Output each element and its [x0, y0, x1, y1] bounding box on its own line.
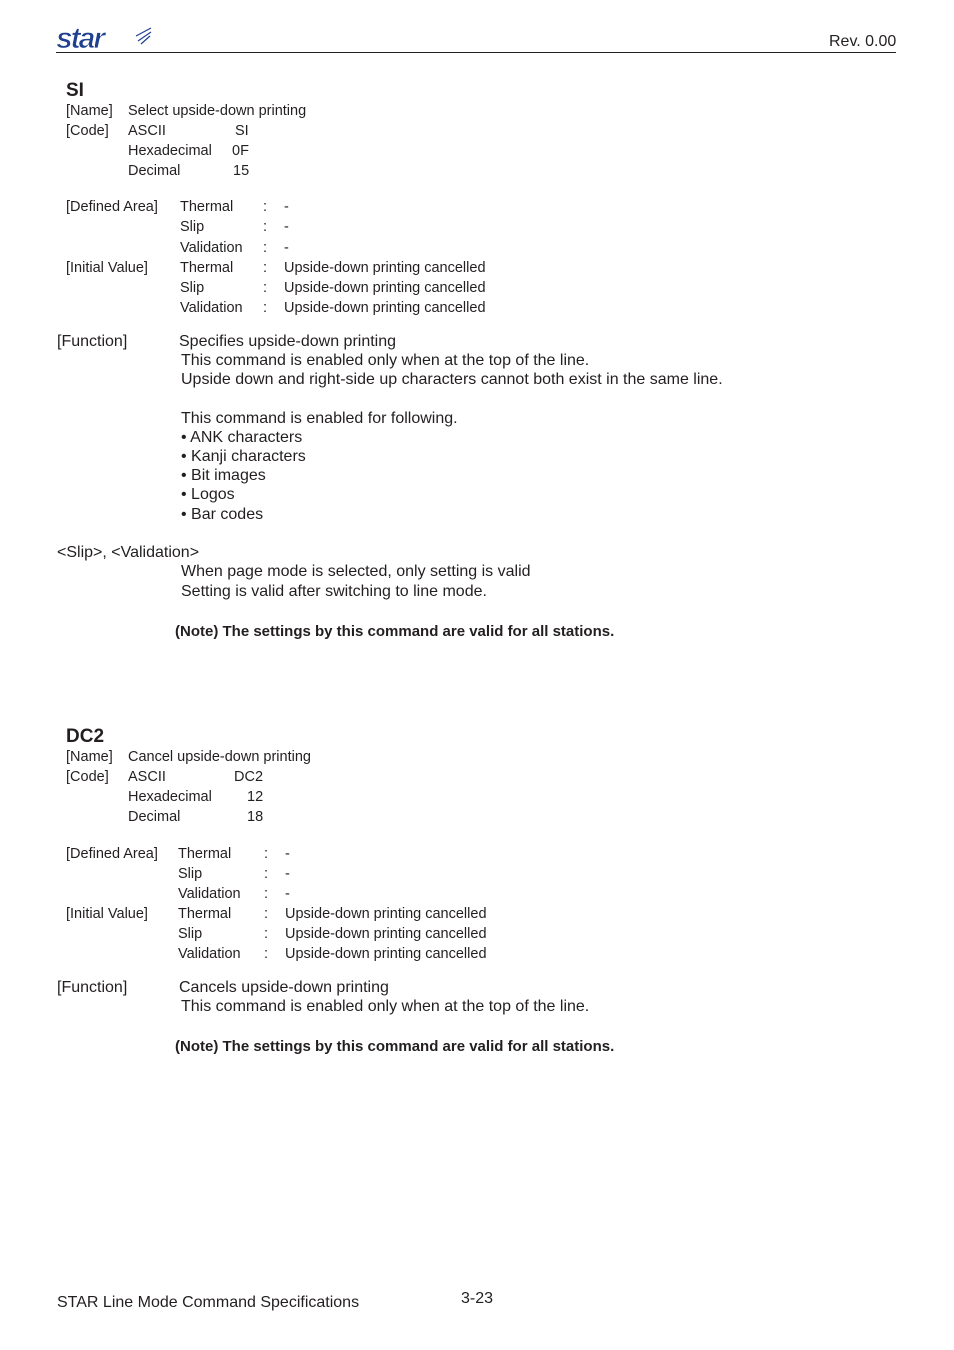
si-enabled-item-bar-codes: • Bar codes	[181, 506, 264, 523]
si-enabled-item-logos: • Logos	[181, 486, 235, 503]
dc2-function-line-1: Cancels upside-down printing	[179, 979, 389, 996]
header-rule	[56, 52, 896, 53]
si-initial-thermal-value: Upside-down printing cancelled	[284, 260, 486, 276]
si-defined-thermal: Thermal	[180, 199, 234, 215]
dc2-defined-colon-2: :	[264, 866, 269, 882]
revision-label: Rev. 0.00	[829, 33, 897, 50]
dc2-name-value: Cancel upside-down printing	[128, 749, 311, 765]
dc2-code-label: [Code]	[66, 769, 109, 785]
dc2-defined-thermal-value: -	[285, 846, 290, 862]
si-code-ascii-label: ASCII	[128, 123, 166, 139]
si-enabled-item-kanji: • Kanji characters	[181, 448, 306, 465]
si-defined-colon-3: :	[263, 240, 268, 256]
si-code-ascii-value: SI	[235, 123, 249, 139]
dc2-code-ascii-value: DC2	[234, 769, 264, 785]
si-initial-value-label: [Initial Value]	[66, 260, 148, 276]
si-code-label: [Code]	[66, 123, 109, 139]
si-defined-validation: Validation	[180, 240, 243, 256]
si-defined-area-label: [Defined Area]	[66, 199, 158, 215]
si-defined-slip: Slip	[180, 219, 205, 235]
si-code-hex-value: 0F	[232, 143, 249, 159]
logo-wordmark: star	[56, 24, 104, 52]
dc2-initial-slip: Slip	[178, 926, 203, 942]
si-defined-colon-1: :	[263, 199, 268, 215]
si-initial-validation-value: Upside-down printing cancelled	[284, 300, 486, 316]
si-note: (Note) The settings by this command are valid for all stations.	[175, 623, 615, 640]
dc2-initial-thermal: Thermal	[178, 906, 232, 922]
dc2-title: DC2	[66, 726, 105, 747]
si-initial-slip: Slip	[180, 280, 205, 296]
footer-page-number: 3-23	[461, 1290, 494, 1307]
si-function-line-2: This command is enabled only when at the top of the line.	[181, 352, 590, 369]
si-initial-colon-3: :	[263, 300, 268, 316]
dc2-defined-slip-value: -	[285, 866, 290, 882]
si-slip-validation-line-2: Setting is valid after switching to line mode.	[181, 583, 487, 600]
dc2-initial-validation: Validation	[178, 946, 241, 962]
si-slip-validation-line-1: When page mode is selected, only setting is valid	[181, 563, 531, 580]
si-defined-slip-value: -	[284, 219, 289, 235]
si-title: SI	[66, 80, 84, 101]
si-slip-validation-label: <Slip>, <Validation>	[57, 544, 200, 561]
si-initial-colon-2: :	[263, 280, 268, 296]
si-code-dec-value: 15	[233, 163, 250, 179]
dc2-code-hex-label: Hexadecimal	[128, 789, 212, 805]
dc2-initial-value-label: [Initial Value]	[66, 906, 148, 922]
si-initial-slip-value: Upside-down printing cancelled	[284, 280, 486, 296]
dc2-defined-area-label: [Defined Area]	[66, 846, 158, 862]
si-defined-thermal-value: -	[284, 199, 289, 215]
dc2-initial-thermal-value: Upside-down printing cancelled	[285, 906, 487, 922]
logo-swoosh-icon	[136, 28, 151, 44]
dc2-initial-colon-2: :	[264, 926, 269, 942]
si-enabled-item-ank: • ANK characters	[181, 429, 303, 446]
dc2-initial-slip-value: Upside-down printing cancelled	[285, 926, 487, 942]
dc2-note: (Note) The settings by this command are valid for all stations.	[175, 1038, 615, 1055]
dc2-initial-colon-1: :	[264, 906, 269, 922]
dc2-defined-colon-1: :	[264, 846, 269, 862]
dc2-defined-slip: Slip	[178, 866, 203, 882]
si-name-label: [Name]	[66, 103, 113, 119]
si-function-line-1: Specifies upside-down printing	[179, 333, 397, 350]
dc2-code-hex-value: 12	[247, 789, 264, 805]
si-code-dec-label: Decimal	[128, 163, 181, 179]
si-name-value: Select upside-down printing	[128, 103, 307, 119]
si-function-line-4: This command is enabled for following.	[181, 410, 458, 427]
dc2-function-line-2: This command is enabled only when at the top of the line.	[181, 998, 590, 1015]
si-initial-validation: Validation	[180, 300, 243, 316]
dc2-defined-validation-value: -	[285, 886, 290, 902]
dc2-initial-validation-value: Upside-down printing cancelled	[285, 946, 487, 962]
dc2-defined-thermal: Thermal	[178, 846, 232, 862]
footer-doc-title: STAR Line Mode Command Specifications	[57, 1294, 360, 1311]
star-logo	[56, 24, 152, 52]
si-defined-validation-value: -	[284, 240, 289, 256]
si-initial-colon-1: :	[263, 260, 268, 276]
dc2-function-label: [Function]	[57, 979, 128, 996]
dc2-code-ascii-label: ASCII	[128, 769, 166, 785]
si-enabled-item-bit-images: • Bit images	[181, 467, 266, 484]
dc2-name-label: [Name]	[66, 749, 113, 765]
si-function-line-3: Upside down and right-side up characters cannot both exist in the same line.	[181, 371, 723, 388]
dc2-code-dec-label: Decimal	[128, 809, 181, 825]
dc2-defined-validation: Validation	[178, 886, 241, 902]
si-initial-thermal: Thermal	[180, 260, 234, 276]
si-defined-colon-2: :	[263, 219, 268, 235]
si-function-label: [Function]	[57, 333, 128, 350]
si-code-hex-label: Hexadecimal	[128, 143, 212, 159]
dc2-initial-colon-3: :	[264, 946, 269, 962]
dc2-code-dec-value: 18	[247, 809, 264, 825]
dc2-defined-colon-3: :	[264, 886, 269, 902]
